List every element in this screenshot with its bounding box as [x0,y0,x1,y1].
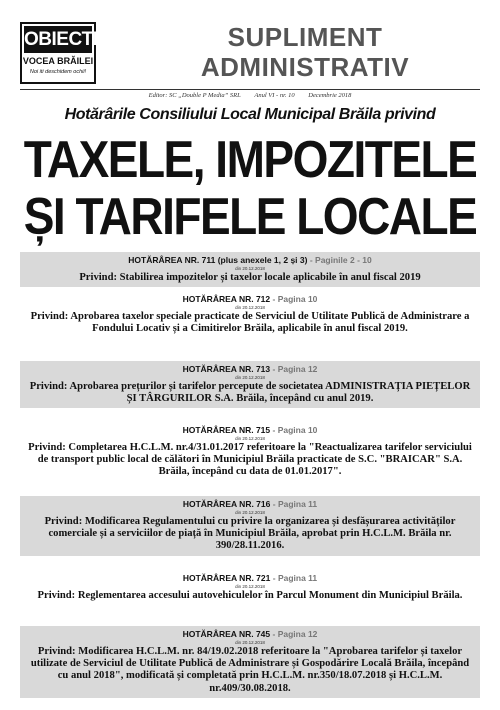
decision-label: HOTĂRÂREA NR. 745 [182,629,271,639]
decision-date: din 20.12.2018 [235,305,265,310]
decision-page: - Pagina 10 [272,294,318,304]
decision-page: - Pagina 11 [272,499,318,509]
decision-label: HOTĂRÂREA NR. 711 (plus anexele 1, 2 și 3) [128,255,308,265]
decision-label: HOTĂRÂREA NR. 721 [182,573,271,583]
decision-item-713 [20,361,480,408]
decision-description: Privind: Stabilirea impozitelor și taxelor locale aplicabile în anul fiscal 2019 [79,272,421,283]
logo [20,22,110,84]
decision-item-716 [20,496,480,556]
decision-date: din 20.12.2018 [235,375,265,380]
logo-brand: OBIECTIV [24,26,92,53]
decision-page: - Pagina 11 [272,573,318,583]
decision-description: Privind: Aprobarea taxelor speciale practicate de Serviciul de Utilitate Publică de Administrare a Fondului Locativ și a Cimitirelor Brăila, aplicabile în anul fiscal 2019. [30,311,470,335]
decision-page: - Paginile 2 - 10 [309,255,372,265]
decision-page: - Pagina 10 [272,425,318,435]
decision-description: Privind: Modificarea Regulamentului cu privire la organizarea și desfășurarea activităților comerciale și a serviciilor de piață în Municipiul Brăila, aprobat prin H.C.L.M. Brăila nr. 390/28.11.2016. [44,516,456,552]
logo-tagline: VOCEA BRĂILEI [22,56,94,66]
page-subtitle: Hotărârile Consiliului Local Municipal Brăila privind [64,106,436,123]
supplement-title [130,22,480,82]
supplement-line1: SUPLIMENT [227,22,383,52]
headline-line2: ȘI TARIFELE LOCALE [23,186,477,246]
decision-date: din 20.12.2018 [235,436,265,441]
decision-description: Privind: Aprobarea prețurilor și tarifelor percepute de societatea ADMINISTRAȚIA PIEȚELOR ȘI TÂRGURILOR S.A. Brăila, începând cu anul 2019. [29,381,471,405]
decision-date: din 20.12.2018 [235,640,265,645]
decision-item-745 [20,626,480,698]
headline-line1: TAXELE, IMPOZITELE [23,129,477,189]
supplement-line2: ADMINISTRATIV [200,52,410,82]
decision-label: HOTĂRÂREA NR. 715 [182,425,271,435]
decision-description: Privind: Reglementarea accesului autovehiculelor în Parcul Monument din Municipiul Brăila. [37,590,463,601]
issue-month: Decembrie 2018 [308,92,352,99]
decision-label: HOTĂRÂREA NR. 712 [182,294,271,304]
decision-item-715 [20,422,480,482]
decision-date: din 20.12.2018 [235,266,265,271]
decision-page: - Pagina 12 [272,364,318,374]
decision-date: din 20.12.2018 [235,510,265,515]
editor-name: Editor: SC „Double P Media” SRL [148,92,241,99]
decision-date: din 20.12.2018 [235,584,265,589]
logo-slogan: Noi iti deschidem ochii! [29,69,87,75]
issue-year: Anul VI - nr. 10 [254,92,295,99]
decision-page: - Pagina 12 [272,629,318,639]
decision-label: HOTĂRÂREA NR. 713 [182,364,271,374]
editor-line [20,89,480,99]
decision-description: Privind: Modificarea H.C.L.M. nr. 84/19.02.2018 referitoare la "Aprobarea tarifelor și taxelor utilizate de Serviciul de Utilitate Publică de Administrare și Gospodărire Locală Brăila, începând cu anul 2018", modificată și completată prin H.C.L.M. nr.350/18.07.2018 și H.C.L.M. nr.409/30.08.2018. [30,646,470,694]
decision-description: Privind: Completarea H.C.L.M. nr.4/31.01.2017 referitoare la "Reactualizarea tarifelor serviciului de transport public local de călători în Municipiul Brăila practicate de S.C. "BRAICAR" S.A. Brăila, începând cu data de 01.01.2017". [28,442,472,478]
decision-label: HOTĂRÂREA NR. 716 [182,499,271,509]
decision-item-721 [20,570,480,605]
decision-item-711 [20,252,480,287]
decision-item-712 [20,291,480,338]
